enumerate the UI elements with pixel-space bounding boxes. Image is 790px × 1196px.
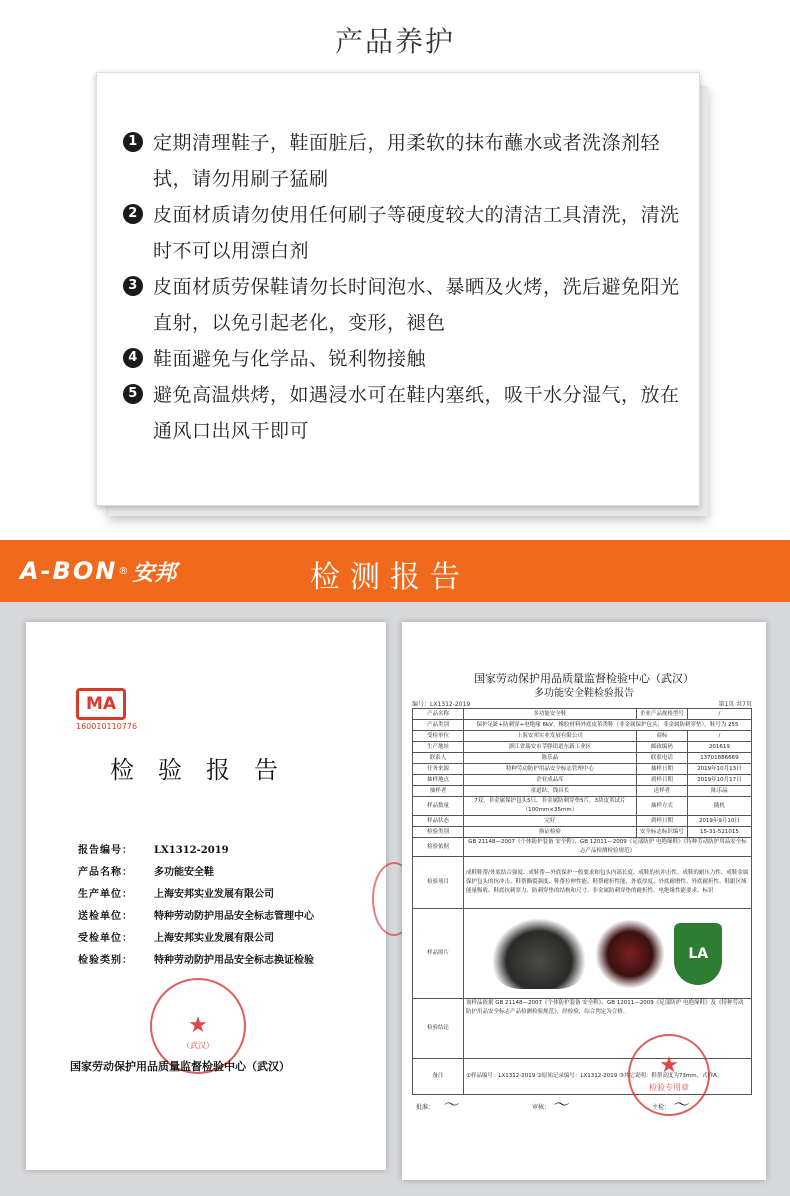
- table-value: 换证检验: [464, 827, 637, 838]
- cma-number: 160010110776: [76, 722, 138, 731]
- table-value: 随机: [687, 797, 751, 816]
- report-table: [412, 708, 752, 1095]
- table-label: 抽样日期: [636, 764, 687, 775]
- care-list: [123, 125, 683, 449]
- table-row: [413, 857, 752, 909]
- main-label: 主检：: [652, 1104, 671, 1111]
- table-value: ①样品编号：LX1312-2019 ②原始记录编号：LX1312-2019 ③其它说明：鞋帮高度为73mm，式样A。: [464, 1059, 752, 1095]
- table-row: [413, 838, 752, 857]
- shoe-photo-sole: [595, 919, 665, 989]
- care-text: 皮面材质请勿使用任何刷子等硬度较大的清洁工具清洗，清洗时不可以用漂白剂: [153, 204, 680, 262]
- table-row: [413, 731, 752, 742]
- care-card: [96, 72, 700, 506]
- table-row: [413, 720, 752, 731]
- cover-info-label: 产品名称：: [78, 867, 133, 878]
- table-row: [413, 909, 752, 999]
- cover-issuer: 国家劳动保护用品质量监督检验中心（武汉）: [70, 1060, 290, 1073]
- table-value: /: [687, 731, 751, 742]
- care-text: 鞋面避免与化学品、锐利物接触: [153, 348, 427, 370]
- table-value: 201619: [687, 742, 751, 753]
- table-row: [413, 827, 752, 838]
- cover-info-label: 报告编号：: [78, 845, 133, 856]
- report-page: 第1页 共7页: [718, 701, 752, 708]
- table-row: [413, 775, 752, 786]
- table-value: 2019年10月13日: [687, 764, 751, 775]
- care-number-badge: 1: [123, 132, 143, 152]
- table-label: 受检单位: [413, 731, 464, 742]
- care-number-badge: 4: [123, 348, 143, 368]
- table-value: 该样品依据 GB 21148—2007《个体防护装备 安全鞋》、GB 12011—2009《足部防护 电绝缘鞋》及《特种劳动防护用品安全标志产品检测检验规范》，经检验，综合判定为合格。: [464, 999, 752, 1059]
- table-value: 15-31-521015: [687, 827, 751, 838]
- cover-info-label: 检验类别：: [78, 955, 133, 966]
- table-label: 安全标志标识编号: [636, 827, 687, 838]
- la-badge-icon: LA: [674, 923, 722, 985]
- table-value: 陈乐晶: [464, 753, 637, 764]
- care-item: [123, 341, 683, 377]
- approve-label: 批准：: [416, 1104, 435, 1111]
- report-header-title: 多功能安全鞋检验报告: [534, 688, 634, 699]
- cover-info-row: [78, 862, 314, 884]
- logo-chinese: 安邦: [132, 560, 177, 586]
- table-value: 完好: [464, 816, 637, 827]
- brand-logo: [20, 554, 176, 588]
- report-meta: [412, 699, 752, 708]
- table-label: 样品照片: [413, 909, 464, 999]
- shoe-photo-side: [493, 919, 585, 989]
- table-row: [413, 786, 752, 797]
- logo-latin: A-BON: [20, 557, 118, 585]
- cover-info-row: [78, 928, 314, 950]
- table-row: [413, 753, 752, 764]
- table-label: 送样者: [636, 786, 687, 797]
- table-value: 浙江省瑞安市莘塍街道东新工业区: [464, 742, 637, 753]
- care-text: 皮面材质劳保鞋请勿长时间泡水、暴晒及火烤，洗后避免阳光直射，以免引起老化，变形，褪色: [153, 276, 680, 334]
- cover-info-row: [78, 950, 314, 972]
- cover-info-value: 特种劳动防护用品安全标志管理中心: [154, 911, 314, 922]
- report-detail-page: [402, 622, 766, 1180]
- table-value: /: [687, 709, 751, 720]
- table-label: 到样日期: [636, 816, 687, 827]
- table-label: 联系人: [413, 753, 464, 764]
- table-label: 抽样方式: [636, 797, 687, 816]
- cover-title: 检验报告: [110, 756, 302, 784]
- banner-title: 检测报告: [310, 560, 470, 595]
- seal-text: （武汉）: [182, 1041, 214, 1050]
- review-label: 审核：: [532, 1104, 551, 1111]
- care-item: [123, 197, 683, 269]
- table-label: 抽样者: [413, 786, 464, 797]
- cover-info-value: 特种劳动防护用品安全标志换证检验: [154, 955, 314, 966]
- cma-mark-icon: MA: [76, 688, 126, 720]
- table-row: [413, 816, 752, 827]
- table-row: [413, 709, 752, 720]
- table-label: 邮政编码: [636, 742, 687, 753]
- logo-registered-mark: ®: [118, 565, 129, 577]
- table-row: [413, 797, 752, 816]
- table-value: 企业成品库: [464, 775, 637, 786]
- cover-info: [78, 840, 314, 972]
- table-label: 到样日期: [636, 775, 687, 786]
- seal-star-icon: ★: [659, 1053, 679, 1078]
- table-label: 备注: [413, 1059, 464, 1095]
- cover-info-label: 生产单位：: [78, 889, 133, 900]
- care-text: 避免高温烘烤，如遇浸水可在鞋内塞纸，吸干水分湿气，放在通风口出风干即可: [153, 384, 680, 442]
- care-item: [123, 269, 683, 341]
- care-item: [123, 377, 683, 449]
- cover-info-row: [78, 906, 314, 928]
- report-number: 编号：LX1312-2019: [412, 701, 471, 708]
- table-label: 商标: [636, 731, 687, 742]
- table-label: 任务来源: [413, 764, 464, 775]
- table-value: 保护足趾+防刺穿+电绝缘 6kV，橡胶材料外底皮革类鞋（非金属保护包头；非金属防刺穿垫），鞋号为 255: [464, 720, 752, 731]
- report-cover-page: [26, 622, 386, 1170]
- table-row: [413, 764, 752, 775]
- main-signature-icon: 〜: [672, 1095, 689, 1114]
- cover-info-value: 上海安邦实业发展有限公司: [154, 933, 274, 944]
- table-label: 检验类别: [413, 827, 464, 838]
- care-item: [123, 125, 683, 197]
- table-value: 成鞋鞋帮/外底结合强度、成鞋帮—外底保护一般要求和包头内部长度、成鞋的抗冲击性、成鞋的耐压力性、成鞋金属保护包头的抗冲击、鞋帮撕裂强度、鞋帮拉伸性能、鞋帮耐折性能、外底厚度、外底耐磨性、外底耐折性、鞋跟区域能量吸收、鞋底抗刺穿力、防刺穿垫的结构和尺寸、非金属防刺穿垫的耐折性、电绝缘性能要求、标识: [464, 857, 752, 909]
- seal-label: 检验专用章: [649, 1083, 689, 1092]
- table-value: 多功能安全鞋: [464, 709, 637, 720]
- table-label: 检验依据: [413, 838, 464, 857]
- table-value: 13701886669: [687, 753, 751, 764]
- review-signature-icon: 〜: [552, 1095, 569, 1114]
- table-label: 样品状态: [413, 816, 464, 827]
- care-text: 定期清理鞋子，鞋面脏后，用柔软的抹布蘸水或者洗涤剂轻拭，请勿用刷子猛刷: [153, 132, 661, 190]
- table-label: 产品类别: [413, 720, 464, 731]
- cover-info-value: 上海安邦实业发展有限公司: [154, 889, 274, 900]
- sample-photos: [464, 909, 752, 999]
- seal-star-icon: ★: [188, 1013, 208, 1038]
- care-number-badge: 2: [123, 204, 143, 224]
- cover-info-row: [78, 884, 314, 906]
- approve-signature-icon: 〜: [442, 1095, 459, 1114]
- table-value: GB 21148—2007《个体防护装备 安全鞋》、GB 12011—2009《足部防护 电绝缘鞋》《特种劳动防护用品安全标志产品检测检验规范》: [464, 838, 752, 857]
- table-label: 检验结论: [413, 999, 464, 1059]
- table-label: 联系电话: [636, 753, 687, 764]
- table-value: 陈乐晶: [687, 786, 751, 797]
- table-value: 2019年9月10日: [687, 816, 751, 827]
- care-number-badge: 5: [123, 384, 143, 404]
- table-value: 上海安邦实业发展有限公司: [464, 731, 637, 742]
- table-label: 检验项目: [413, 857, 464, 909]
- report-header-org: 国家劳动保护用品质量监督检验中心（武汉）: [474, 672, 694, 685]
- cover-info-row: [78, 840, 314, 862]
- table-label: 样品数量: [413, 797, 464, 816]
- care-title: 产品养护: [334, 25, 455, 58]
- table-value: 2019年10月17日: [687, 775, 751, 786]
- table-value: 特种劳动防护用品安全标志管理中心: [464, 764, 637, 775]
- cover-info-label: 受检单位：: [78, 933, 133, 944]
- cover-info-value: LX1312-2019: [154, 845, 229, 856]
- table-value: 7双，非金属保护包头5只，非金属防刺穿垫5片，3块皮革试片（100mm×35mm）: [464, 797, 637, 816]
- table-label: 抽样地点: [413, 775, 464, 786]
- table-label: 企业产品规格型号: [636, 709, 687, 720]
- table-label: 产品名称: [413, 709, 464, 720]
- table-label: 生产地址: [413, 742, 464, 753]
- cover-info-label: 送检单位：: [78, 911, 133, 922]
- table-value: 童道跃、钱昌长: [464, 786, 637, 797]
- table-row: [413, 742, 752, 753]
- care-number-badge: 3: [123, 276, 143, 296]
- section-banner: [0, 540, 790, 602]
- cover-info-value: 多功能安全鞋: [154, 867, 214, 878]
